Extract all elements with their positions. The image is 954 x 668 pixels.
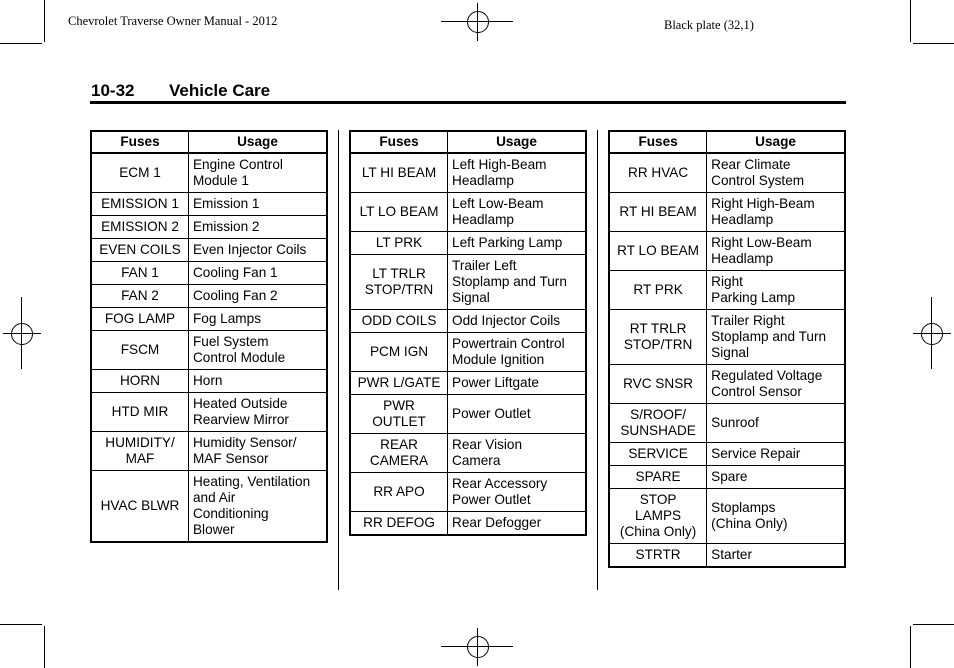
fuse-usage-cell: Horn [188,370,327,393]
crop-mark-bl-h [0,624,42,625]
fuse-name-cell: STRTR [609,544,707,568]
fuse-usage-cell: Powertrain Control Module Ignition [448,333,586,372]
fuse-name-cell: SPARE [609,466,707,489]
table-row [350,310,586,333]
table-row [609,365,845,404]
crop-mark-tl-h [0,43,42,44]
fuse-name-cell: RT LO BEAM [609,232,707,271]
fuse-usage-cell: Odd Injector Coils [448,310,586,333]
table-row [609,443,845,466]
fuse-name-cell: RR HVAC [609,153,707,193]
table-row [91,471,327,543]
column-header-usage: Usage [707,131,845,153]
fuse-usage-cell: Power Liftgate [448,372,586,395]
fuse-name-cell: FAN 1 [91,262,188,285]
registration-top-circle [467,11,489,33]
fuse-name-cell: HORN [91,370,188,393]
column-header-fuses: Fuses [91,131,188,153]
fuse-usage-cell: Right Parking Lamp [707,271,845,310]
table-row [350,434,586,473]
table-row [609,232,845,271]
table-row [609,153,845,193]
fuse-name-cell: HVAC BLWR [91,471,188,543]
fuse-table-2 [349,130,587,536]
column-separator-2 [597,130,598,590]
header-rule [90,101,846,104]
fuse-usage-cell: Sunroof [707,404,845,443]
fuse-usage-cell: Power Outlet [448,395,586,434]
table-row [350,512,586,536]
table-row [91,153,327,193]
fuse-name-cell: EMISSION 2 [91,216,188,239]
crop-mark-tr-h [913,43,954,44]
fuse-usage-cell: Rear Vision Camera [448,434,586,473]
fuse-usage-cell: Left High-Beam Headlamp [448,153,586,193]
fuse-name-cell: STOP LAMPS (China Only) [609,489,707,544]
table-row [609,404,845,443]
fuse-name-cell: EVEN COILS [91,239,188,262]
fuse-name-cell: EMISSION 1 [91,193,188,216]
fuse-usage-cell: Stoplamps (China Only) [707,489,845,544]
fuse-name-cell: LT TRLR STOP/TRN [350,255,448,310]
fuse-usage-cell: Rear Accessory Power Outlet [448,473,586,512]
fuse-usage-cell: Trailer Left Stoplamp and Turn Signal [448,255,586,310]
table-row [91,262,327,285]
fuse-usage-cell: Spare [707,466,845,489]
fuse-name-cell: FAN 2 [91,285,188,308]
table-row [91,216,327,239]
running-header-title: Chevrolet Traverse Owner Manual - 2012 [68,14,278,28]
table-row [609,489,845,544]
table-row [350,232,586,255]
fuse-name-cell: RVC SNSR [609,365,707,404]
column-header-usage: Usage [448,131,586,153]
fuse-name-cell: ODD COILS [350,310,448,333]
fuse-usage-cell: Right High-Beam Headlamp [707,193,845,232]
fuse-usage-cell: Heated Outside Rearview Mirror [188,393,327,432]
table-header-row [91,131,327,153]
fuse-usage-cell: Left Low-Beam Headlamp [448,193,586,232]
table-header-row [609,131,845,153]
fuse-usage-cell: Heating, Ventilation and Air Conditioning Blower [188,471,327,543]
fuse-usage-cell: Fuel System Control Module [188,331,327,370]
section-number: 10-32 [91,81,135,100]
fuse-name-cell: PWR OUTLET [350,395,448,434]
table-row [91,239,327,262]
fuse-name-cell: LT PRK [350,232,448,255]
fuse-name-cell: PWR L/GATE [350,372,448,395]
fuse-usage-cell: Rear Climate Control System [707,153,845,193]
table-row [609,271,845,310]
table-row [609,544,845,568]
registration-bottom-circle [467,636,489,658]
plate-label: Black plate (32,1) [664,18,754,32]
registration-right-circle [921,323,943,345]
fuse-usage-cell: Rear Defogger [448,512,586,536]
fuse-usage-cell: Right Low-Beam Headlamp [707,232,845,271]
table-row [91,370,327,393]
crop-mark-tr-v [910,0,911,42]
column-separator-1 [338,130,339,590]
crop-mark-br-v [910,626,911,668]
table-row [350,153,586,193]
table-row [609,466,845,489]
fuse-name-cell: RT HI BEAM [609,193,707,232]
fuse-usage-cell: Emission 2 [188,216,327,239]
fuse-name-cell: RT TRLR STOP/TRN [609,310,707,365]
fuse-usage-cell: Cooling Fan 2 [188,285,327,308]
fuse-usage-cell: Even Injector Coils [188,239,327,262]
table-row [609,310,845,365]
column-header-fuses: Fuses [609,131,707,153]
fuse-name-cell: ECM 1 [91,153,188,193]
table-row [609,193,845,232]
fuse-usage-cell: Emission 1 [188,193,327,216]
column-header-fuses: Fuses [350,131,448,153]
table-row [91,285,327,308]
fuse-usage-cell: Regulated Voltage Control Sensor [707,365,845,404]
table-row [350,193,586,232]
fuse-name-cell: FOG LAMP [91,308,188,331]
fuse-name-cell: LT LO BEAM [350,193,448,232]
fuse-name-cell: HUMIDITY/ MAF [91,432,188,471]
table-row [350,395,586,434]
crop-mark-tl-v [44,0,45,42]
table-row [350,372,586,395]
table-row [350,255,586,310]
fuse-usage-cell: Trailer Right Stoplamp and Turn Signal [707,310,845,365]
fuse-usage-cell: Engine Control Module 1 [188,153,327,193]
fuse-name-cell: S/ROOF/ SUNSHADE [609,404,707,443]
table-row [91,308,327,331]
fuse-usage-cell: Starter [707,544,845,568]
table-row [91,193,327,216]
fuse-usage-cell: Left Parking Lamp [448,232,586,255]
fuse-usage-cell: Service Repair [707,443,845,466]
table-row [350,473,586,512]
column-header-usage: Usage [188,131,327,153]
table-row [91,432,327,471]
fuse-name-cell: FSCM [91,331,188,370]
table-header-row [350,131,586,153]
fuse-usage-cell: Fog Lamps [188,308,327,331]
fuse-name-cell: LT HI BEAM [350,153,448,193]
table-row [91,393,327,432]
registration-left-circle [11,323,33,345]
crop-mark-bl-v [44,626,45,668]
fuse-usage-cell: Cooling Fan 1 [188,262,327,285]
fuse-usage-cell: Humidity Sensor/ MAF Sensor [188,432,327,471]
fuse-name-cell: RT PRK [609,271,707,310]
table-row [350,333,586,372]
fuse-name-cell: RR APO [350,473,448,512]
fuse-name-cell: PCM IGN [350,333,448,372]
crop-mark-br-h [913,624,954,625]
fuse-table-3 [608,130,846,568]
fuse-name-cell: REAR CAMERA [350,434,448,473]
fuse-table-1 [90,130,328,543]
fuse-name-cell: SERVICE [609,443,707,466]
fuse-name-cell: RR DEFOG [350,512,448,536]
fuse-name-cell: HTD MIR [91,393,188,432]
table-row [91,331,327,370]
section-title: Vehicle Care [169,81,271,100]
